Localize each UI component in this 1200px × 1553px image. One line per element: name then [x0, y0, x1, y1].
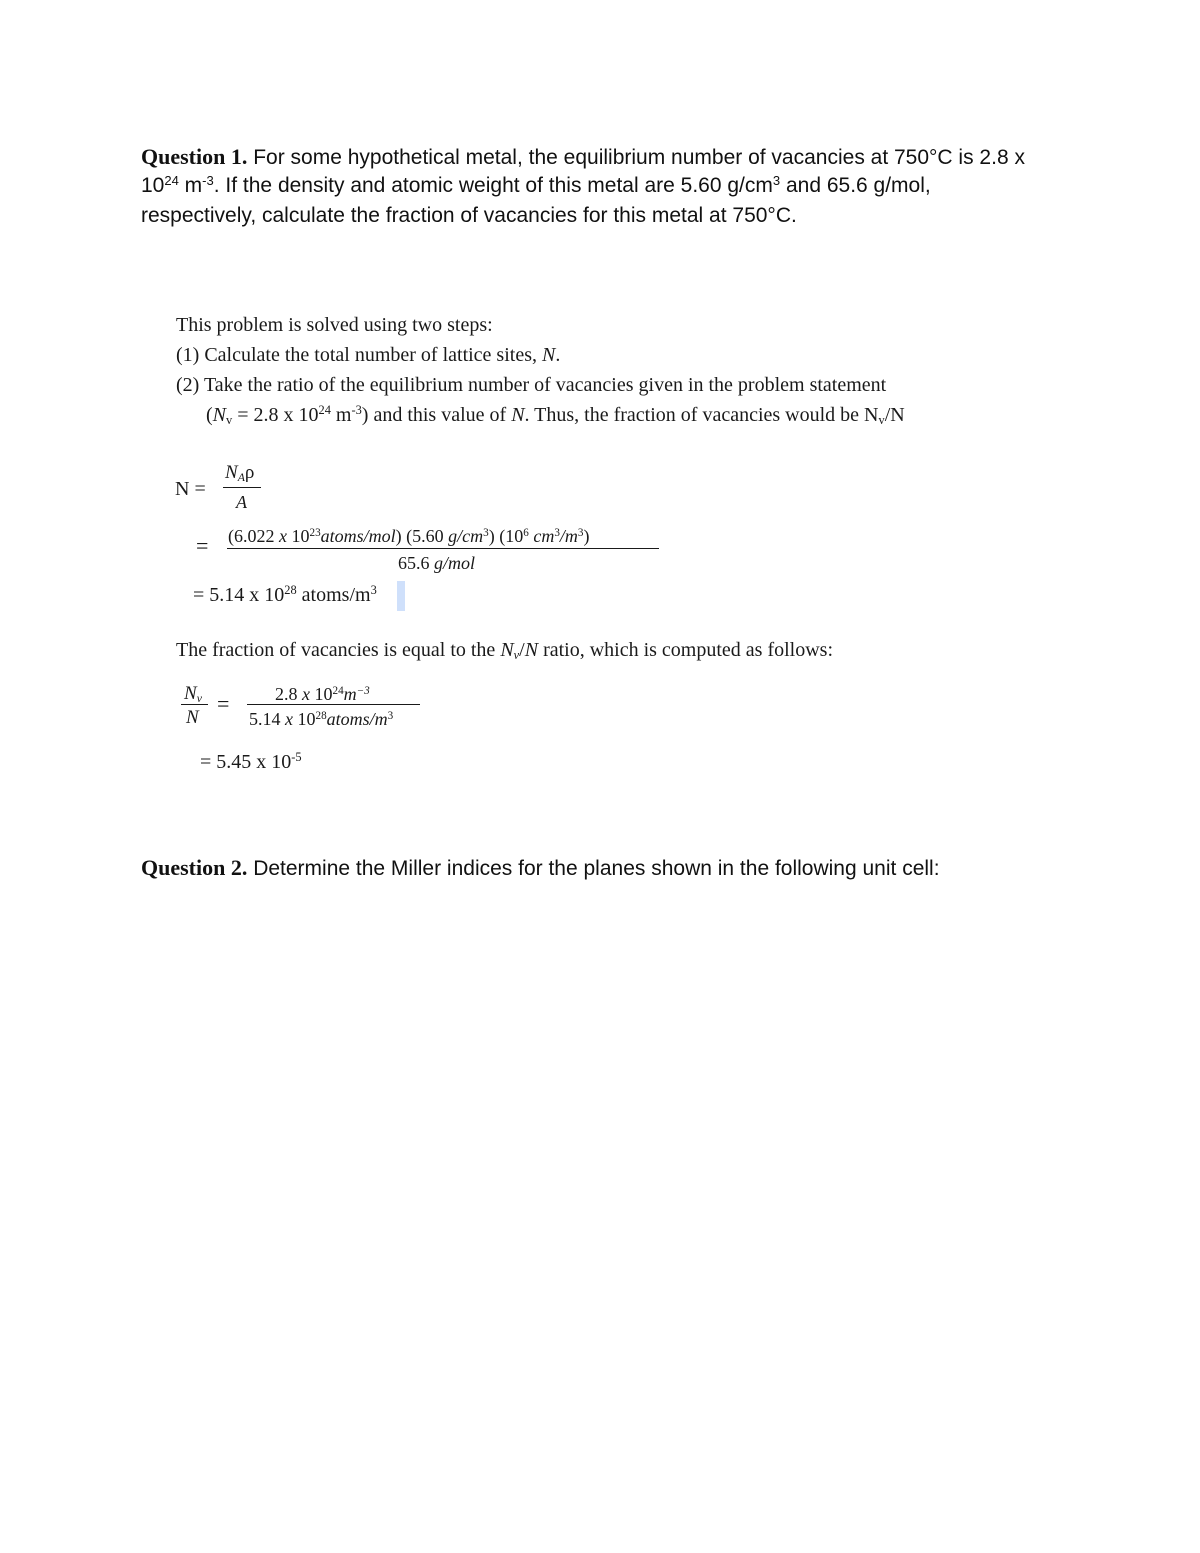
eq4-denominator: 5.14 x $10^{28}atoms/m^3$ [249, 709, 394, 729]
fraction-intro: The fraction of vacancies is equal to the $N_v/N$ ratio, which is computed as follows: [176, 639, 834, 663]
eq1-numerator: $N_A\rho$ [225, 462, 255, 484]
solution-step-2-line-1: (2) Take the ratio of the equilibrium number of vacancies given in the problem statement [176, 374, 887, 396]
text-selection-cursor [397, 581, 405, 611]
eq1-denominator: A [236, 492, 247, 512]
eq4-lhs-denominator: N [186, 707, 199, 728]
question-2-label: Question 2. [141, 855, 248, 880]
question-1-line-2: $10^{24}$ $m^{-3}$. If the density and atomic weight of this metal are 5.60 $g/cm^3$ and 65.6 g/mol, [141, 172, 931, 197]
eq4-numerator: 2.8 x $10^{24}m^{-3}$ [275, 684, 370, 704]
question-1-line-1: Question 1. For some hypothetical metal, the equilibrium number of vacancies at 750°C is 2.8 x [141, 144, 1025, 169]
eq2-numerator: (6.022 x $10^{23}atoms/mol$) (5.60 $g/cm^3$) ($10^6$ $cm^3/m^3$) [228, 526, 590, 546]
question-1-line-3: respectively, calculate the fraction of vacancies for this metal at 750°C. [141, 204, 797, 227]
eq4-equals: = [217, 691, 230, 716]
eq2-denominator: 65.6 g/mol [398, 553, 476, 573]
question-2: Question 2. Determine the Miller indices for the planes shown in the following unit cell: [141, 855, 940, 880]
question-1-label: Question 1. [141, 144, 248, 169]
solution-step-2-line-2: ($N_v = 2.8$ x $10^{24}$ $m^{-3}$) and this value of N. Thus, the fraction of vacancies would be $N_v/N$ [206, 403, 905, 428]
eq2-equals: = [196, 533, 209, 558]
eq5-result: = 5.45 x $10^{-5}$ [200, 750, 302, 773]
eq3-result: = 5.14 x $10^{28}$ atoms/$m^3$ [193, 583, 377, 606]
solution-step-1: (1) Calculate the total number of lattice sites, N. [176, 344, 561, 366]
eq4-lhs-numerator: $N_v$ [184, 683, 202, 705]
eq1-lhs: N = [175, 478, 206, 500]
solution-intro: This problem is solved using two steps: [176, 314, 493, 336]
